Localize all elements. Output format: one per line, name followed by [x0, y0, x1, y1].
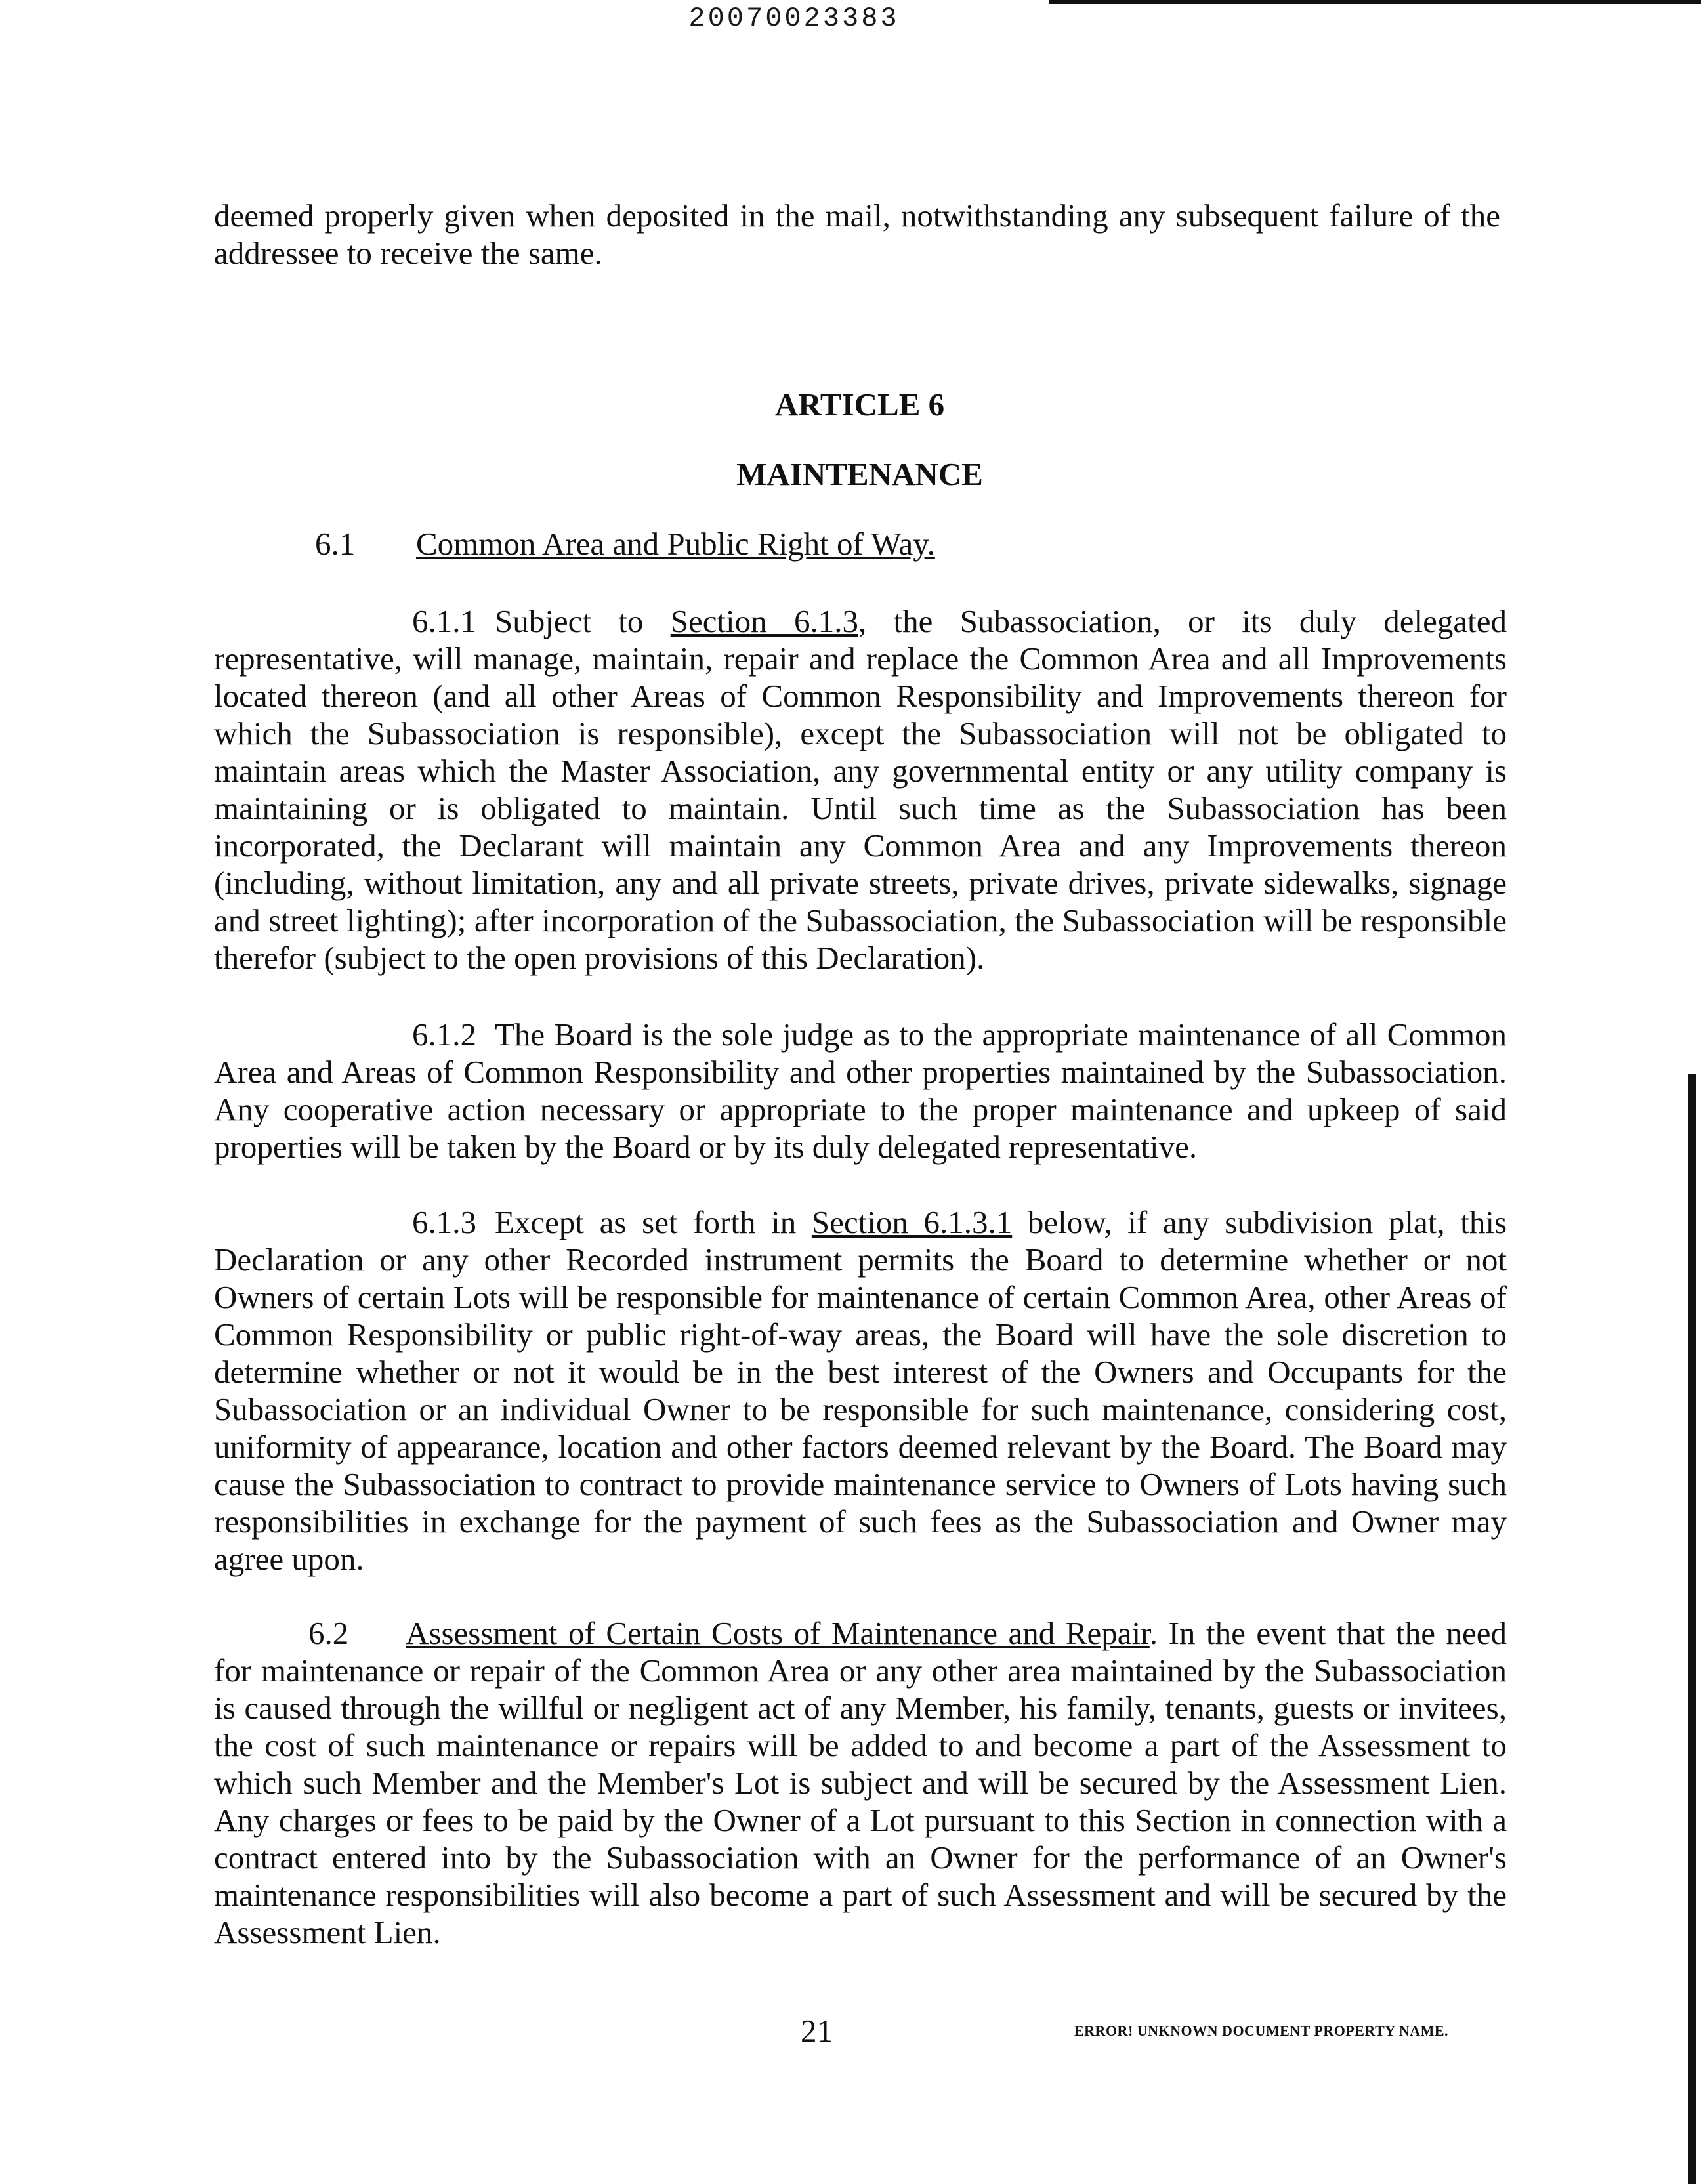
page-number: 21	[801, 2013, 833, 2049]
right-edge-rule	[1688, 1074, 1696, 2184]
section-6-1-2-paragraph	[214, 1016, 1507, 1166]
section-6-1-heading	[315, 525, 935, 562]
section-title: Assessment of Certain Costs of Maintenance and Repair	[406, 1615, 1150, 1651]
article-number: ARTICLE 6	[774, 387, 945, 423]
footer-error-text: ERROR! UNKNOWN DOCUMENT PROPERTY NAME.	[1074, 2023, 1449, 2039]
section-reference-link[interactable]: Section 6.1.3.1	[811, 1204, 1013, 1240]
article-title: MAINTENANCE	[736, 456, 983, 492]
section-lead: Except as set forth in	[495, 1204, 797, 1240]
section-title: Common Area and Public Right of Way.	[416, 526, 935, 562]
section-number: 6.1.3	[412, 1204, 476, 1240]
section-body: , the Subassociation, or its duly delegated representative, will manage, maintain, repair and replace the Common Area and all Improvements located thereon (and all other Areas of Common Responsibility and Improvements thereon for which the Subassociation is responsible), except the Subassociation will not be obligated to maintain areas which the Master Association, any governmental entity or any utility company is maintaining or is obligated to maintain. Until such time as the Subassociation has been incorporated, the Declarant will maintain any Common Area and any Improvements thereon (including, without limitation, any and all private streets, private drives, private sidewalks, signage and street lighting); after incorporation of the Subassociation, the Subassociation will be responsible therefor (subject to the open provisions of this Declaration).	[214, 603, 1507, 976]
section-6-1-3-paragraph	[214, 1204, 1507, 1578]
section-number: 6.1.2	[412, 1017, 476, 1053]
section-6-1-1-paragraph	[214, 602, 1507, 976]
section-lead: Subject to	[495, 603, 644, 639]
section-body: below, if any subdivision plat, this Declaration or any other Recorded instrument permits the Board to determine whether or not Owners of certain Lots will be responsible for maintenance of certain Common Area, other Areas of Common Responsibility or public right-of-way areas, the Board will have the sole discretion to determine whether or not it would be in the best interest of the Owners and Occupants for the Subassociation or an individual Owner to be responsible for such maintenance, considering cost, uniformity of appearance, location and other factors deemed relevant by the Board. The Board may cause the Subassociation to contract to provide maintenance service to Owners of Lots having such responsibilities in exchange for the payment of such fees as the Subassociation and Owner may agree upon.	[214, 1204, 1507, 1577]
section-6-2-paragraph	[214, 1614, 1507, 1951]
section-body: The Board is the sole judge as to the appropriate maintenance of all Common Area and Areas of Common Responsibility and other properties maintained by the Subassociation. Any cooperative action necessary or appropriate to the proper maintenance and upkeep of said properties will be taken by the Board or by its duly delegated representative.	[214, 1017, 1507, 1165]
section-number: 6.1	[315, 526, 356, 562]
section-body: . In the event that the need for maintenance or repair of the Common Area or any other area maintained by the Subassociation is caused through the willful or negligent act of any Member, his family, tenants, guests or invitees, the cost of such maintenance or repairs will be added to and become a part of the Assessment to which such Member and the Member's Lot is subject and will be secured by the Assessment Lien. Any charges or fees to be paid by the Owner of a Lot pursuant to this Section in connection with a contract entered into by the Subassociation with an Owner for the performance of an Owner's maintenance responsibilities will also become a part of such Assessment and will be secured by the Assessment Lien.	[214, 1615, 1507, 1950]
intro-paragraph: deemed properly given when deposited in the mail, notwithstanding any subsequent failure of the addressee to receive the same.	[214, 198, 1500, 271]
section-reference-link[interactable]: Section 6.1.3	[670, 603, 858, 639]
section-number: 6.2	[308, 1615, 349, 1651]
document-number: 20070023383	[688, 3, 900, 34]
section-number: 6.1.1	[412, 603, 476, 639]
